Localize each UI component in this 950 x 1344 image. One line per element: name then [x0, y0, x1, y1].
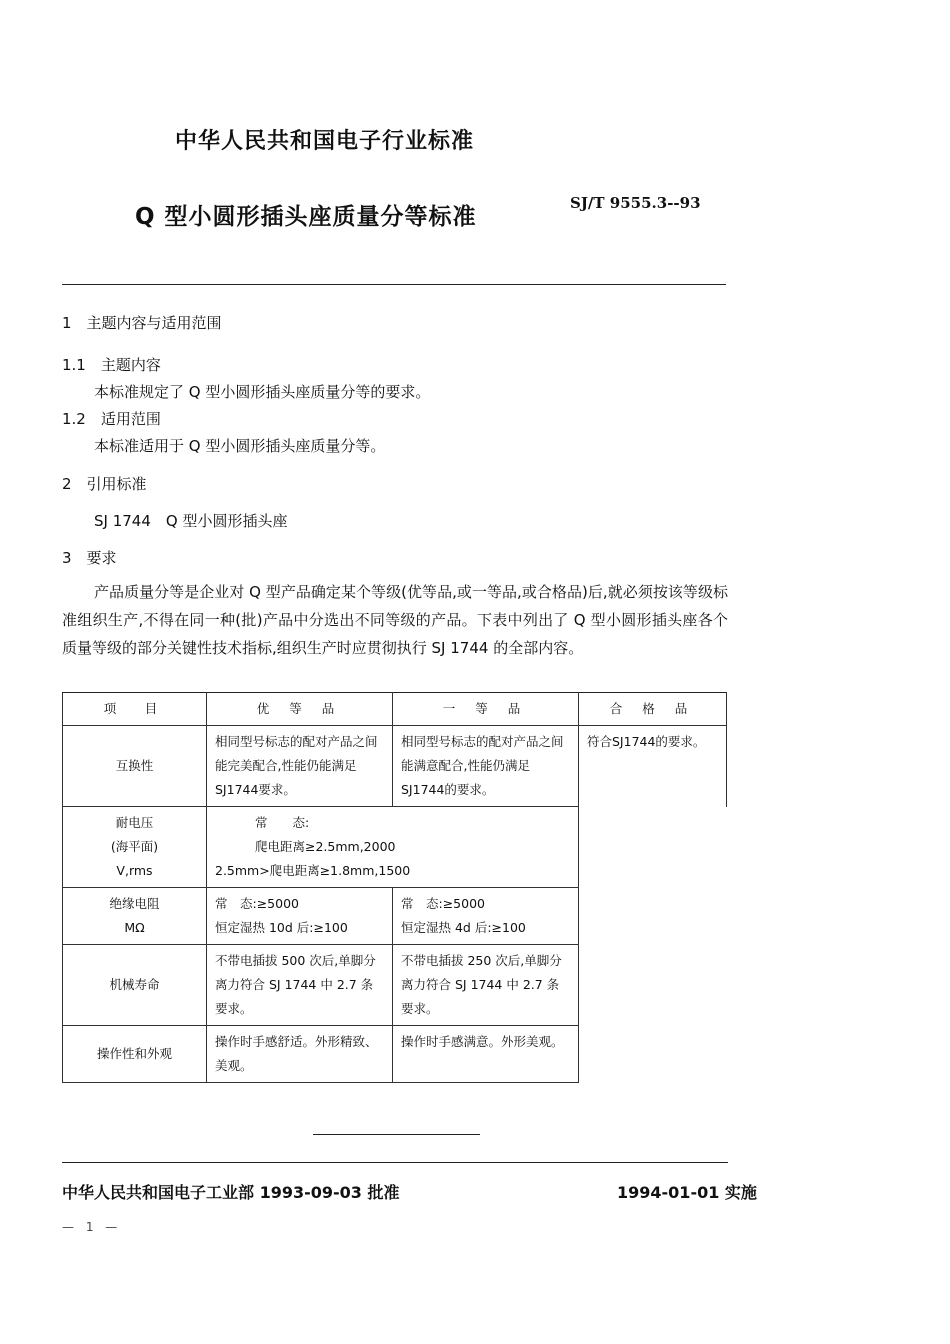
effective-date: 1994-01-01 实施: [617, 1183, 757, 1202]
item-line: 绝缘电阻: [109, 896, 160, 911]
merged-line: 2.5mm>爬电距离≥1.8mm,1500: [215, 863, 411, 878]
cell-first-grade: 操作时手感满意。外形美观。: [393, 1026, 579, 1083]
section-3-body: 产品质量分等是企业对 Q 型产品确定某个等级(优等品,或一等品,或合格品)后,就必须按该等级标准组织生产,不得在同一种(批)产品中分选出不同等级的产品。下表中列出了 Q 型小圆形插头座各个质量等级的部分关键性技术指标,组织生产时应贯彻执行 SJ 1744 的全部内容。: [62, 583, 728, 657]
merged-line: 爬电距离≥2.5mm,2000: [255, 839, 396, 854]
header-qualified: 合 格 品: [579, 693, 727, 726]
cell-first-grade: [393, 888, 579, 945]
table-row: [63, 1026, 727, 1083]
merged-line: 常 态:: [255, 815, 310, 830]
item-line: (海平面): [110, 839, 159, 854]
section-1-1-heading: 1.1 主题内容: [62, 356, 161, 374]
cell-superior: 不带电插拔 500 次后,单脚分离力符合 SJ 1744 中 2.7 条要求。: [207, 945, 393, 1026]
row-item: 操作性和外观: [63, 1026, 207, 1083]
cell-first-grade: 不带电插拔 250 次后,单脚分离力符合 SJ 1744 中 2.7 条要求。: [393, 945, 579, 1026]
header-first-grade: 一 等 品: [393, 693, 579, 726]
section-1-heading: 1 主题内容与适用范围: [62, 314, 222, 332]
item-line: MΩ: [124, 920, 145, 935]
header-item: 项 目: [63, 693, 207, 726]
cell-empty: [579, 807, 727, 888]
table-row: [63, 888, 727, 945]
section-3-heading: 3 要求: [62, 549, 117, 567]
table-end-short-rule: [313, 1134, 480, 1135]
cell-line: 恒定湿热 4d 后:≥100: [401, 920, 526, 935]
top-divider: [62, 284, 726, 285]
quality-grade-table: [62, 692, 727, 1083]
document-title: Q 型小圆形插头座质量分等标准: [135, 204, 477, 230]
item-line: 耐电压: [115, 815, 154, 830]
cell-superior: [207, 888, 393, 945]
section-1-2-body: 本标准适用于 Q 型小圆形插头座质量分等。: [94, 437, 386, 455]
table-row: [63, 807, 727, 888]
section-1-1-body: 本标准规定了 Q 型小圆形插头座质量分等的要求。: [94, 383, 431, 401]
row-item: 互换性: [63, 726, 207, 807]
cell-empty: [579, 1026, 727, 1083]
cell-superior: 相同型号标志的配对产品之间能完美配合,性能仍能满足SJ1744要求。: [207, 726, 393, 807]
table-header-row: [63, 693, 727, 726]
section-2-heading: 2 引用标准: [62, 475, 147, 493]
row-item: 机械寿命: [63, 945, 207, 1026]
table-row: [63, 945, 727, 1026]
row-item: [63, 807, 207, 888]
header-superior: 优 等 品: [207, 693, 393, 726]
cell-line: 常 态:≥5000: [215, 896, 299, 911]
section-1-2-heading: 1.2 适用范围: [62, 410, 161, 428]
table-row: [63, 726, 727, 807]
section-2-body: SJ 1744 Q 型小圆形插头座: [94, 512, 288, 530]
page-number: — 1 —: [62, 1220, 122, 1234]
bottom-divider: [62, 1162, 728, 1163]
cell-merged-voltage: [207, 807, 579, 888]
approval-line: 中华人民共和国电子工业部 1993-09-03 批准: [62, 1183, 400, 1202]
cell-line: 常 态:≥5000: [401, 896, 485, 911]
industry-standard-heading: 中华人民共和国电子行业标准: [175, 129, 475, 154]
row-item: [63, 888, 207, 945]
cell-first-grade: 相同型号标志的配对产品之间能满意配合,性能仍满足SJ1744的要求。: [393, 726, 579, 807]
cell-empty: [579, 945, 727, 1026]
item-line: V,rms: [116, 863, 153, 878]
cell-qualified: 符合SJ1744的要求。: [579, 726, 727, 807]
standard-code: SJ/T 9555.3--93: [570, 194, 701, 212]
cell-line: 恒定湿热 10d 后:≥100: [215, 920, 348, 935]
cell-empty: [579, 888, 727, 945]
cell-superior: 操作时手感舒适。外形精致、美观。: [207, 1026, 393, 1083]
